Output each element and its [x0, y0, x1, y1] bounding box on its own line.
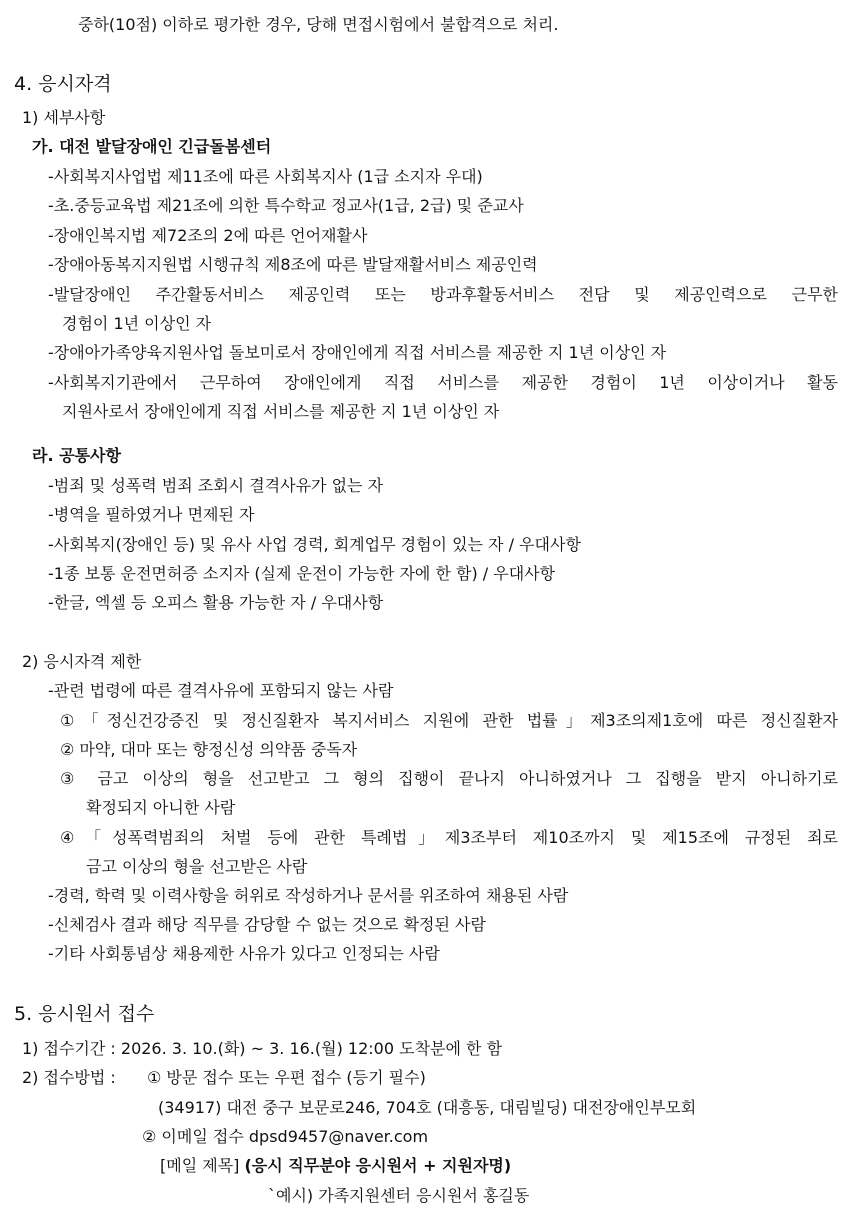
email-address: dpsd9457@naver.com	[248, 1127, 429, 1146]
mail-subject-example: `예시) 가족지원센터 응시원서 홍길동	[268, 1186, 530, 1205]
ra-item: -병역을 필하였거나 면제된 자	[48, 505, 255, 524]
ga-item: -장애아가족양육지원사업 돌보미로서 장애인에게 직접 서비스를 제공한 지 1년 이상인 자	[48, 343, 667, 362]
restriction-intro: -관련 법령에 따른 결격사유에 포함되지 않는 사람	[48, 681, 394, 700]
application-method-visit-post: ① 방문 접수 또는 우편 접수 (등기 필수)	[147, 1068, 426, 1087]
subsection-1-heading: 1) 세부사항	[22, 108, 106, 127]
ra-item: -한글, 엑셀 등 오피스 활용 가능한 자 / 우대사항	[48, 593, 384, 612]
mail-subject-format: (응시 직무분야 응시원서 + 지원자명)	[244, 1156, 512, 1175]
ga-item: -발달장애인 주간활동서비스 제공인력 또는 방과후활동서비스 전담 및 제공인력으로 근무한	[48, 285, 838, 304]
intro-line: 중하(10점) 이하로 평가한 경우, 당해 면접시험에서 불합격으로 처리.	[78, 15, 559, 34]
section-4-title: 4. 응시자격	[14, 73, 112, 95]
application-period: 1) 접수기간 : 2026. 3. 10.(화) ~ 3. 16.(월) 12:00 도착분에 한 함	[22, 1039, 503, 1058]
restriction-tail-item: -기타 사회통념상 채용제한 사유가 있다고 인정되는 사람	[48, 944, 440, 963]
subsection-2-heading: 2) 응시자격 제한	[22, 652, 142, 671]
ga-item: -사회복지사업법 제11조에 따른 사회복지사 (1급 소지자 우대)	[48, 167, 483, 186]
email-method-prefix: ② 이메일 접수	[142, 1127, 249, 1146]
restriction-item: ② 마약, 대마 또는 향정신성 의약품 중독자	[60, 740, 358, 759]
ga-item: -초.중등교육법 제21조에 의한 특수학교 정교사(1급, 2급) 및 준교사	[48, 196, 524, 215]
restriction-tail-item: -경력, 학력 및 이력사항을 허위로 작성하거나 문서를 위조하여 채용된 사람	[48, 886, 569, 905]
restriction-item-continued: 금고 이상의 형을 선고받은 사람	[86, 857, 308, 876]
ga-item: -장애인복지법 제72조의 2에 따른 언어재활사	[48, 226, 368, 245]
section-5-title: 5. 응시원서 접수	[14, 1003, 155, 1025]
restriction-item: ③ 금고 이상의 형을 선고받고 그 형의 집행이 끝나지 아니하였거나 그 집행을 받지 아니하기로	[60, 769, 838, 788]
restriction-item-continued: 확정되지 아니한 사람	[86, 798, 236, 817]
ga-item-continued: 지원사로서 장애인에게 직접 서비스를 제공한 지 1년 이상인 자	[62, 402, 500, 421]
ra-item: -범죄 및 성폭력 범죄 조회시 결격사유가 없는 자	[48, 476, 384, 495]
ga-heading: 가. 대전 발달장애인 긴급돌봄센터	[32, 137, 272, 156]
ga-item-continued: 경험이 1년 이상인 자	[62, 314, 212, 333]
mailing-address: (34917) 대전 중구 보문로246, 704호 (대흥동, 대림빌딩) 대전장애인부모회	[158, 1098, 697, 1117]
ra-item: -1종 보통 운전면허증 소지자 (실제 운전이 가능한 자에 한 함) / 우대사항	[48, 564, 556, 583]
application-method-email	[142, 1126, 428, 1148]
mail-subject-line	[160, 1155, 511, 1177]
ra-item: -사회복지(장애인 등) 및 유사 사업 경력, 회계업무 경험이 있는 자 / 우대사항	[48, 535, 581, 554]
restriction-item: ④「성폭력범죄의 처벌 등에 관한 특례법」제3조부터 제10조까지 및 제15조에 규정된 죄로	[60, 828, 838, 847]
restriction-item: ①「정신건강증진 및 정신질환자 복지서비스 지원에 관한 법률」제3조의제1호에 따른 정신질환자	[60, 711, 838, 730]
mail-subject-label: [메일 제목]	[160, 1156, 245, 1175]
application-method-label: 2) 접수방법 :	[22, 1068, 116, 1087]
restriction-tail-item: -신체검사 결과 해당 직무를 감당할 수 없는 것으로 확정된 사람	[48, 915, 486, 934]
ra-heading: 라. 공통사항	[32, 446, 121, 465]
ga-item: -장애아동복지지원법 시행규칙 제8조에 따른 발달재활서비스 제공인력	[48, 255, 538, 274]
ga-item: -사회복지기관에서 근무하여 장애인에게 직접 서비스를 제공한 경험이 1년 이상이거나 활동	[48, 373, 838, 392]
